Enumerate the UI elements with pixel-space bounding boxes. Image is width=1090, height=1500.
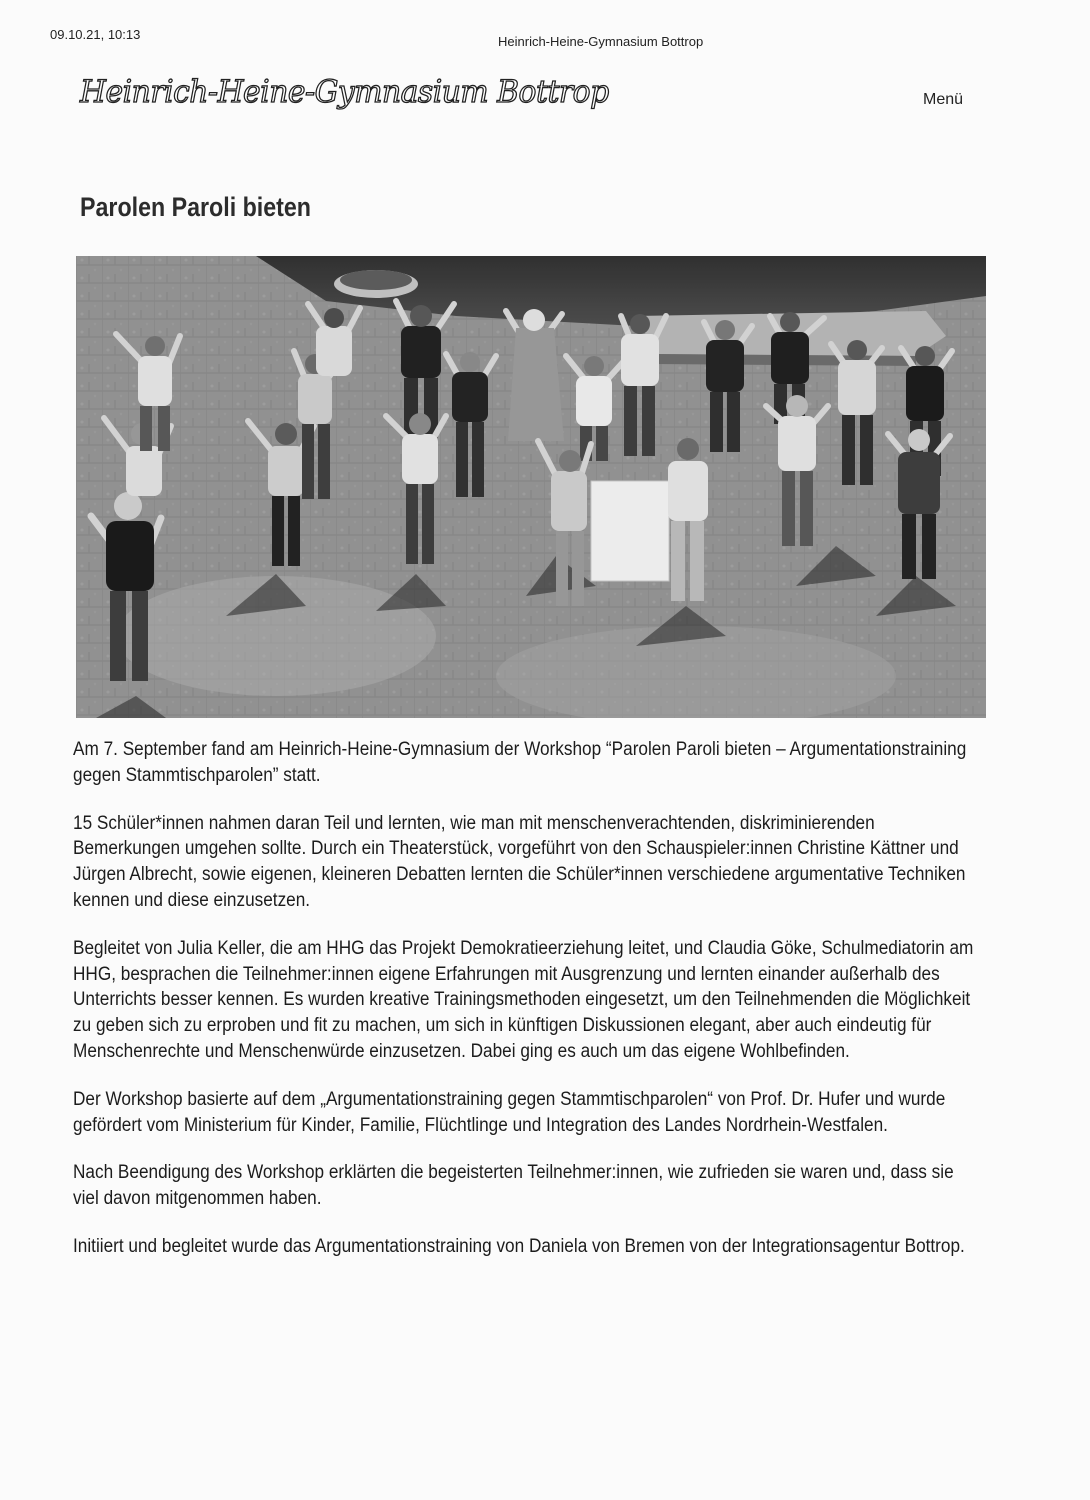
article-paragraph: 15 Schüler*innen nahmen daran Teil und lernten, wie man mit menschenverachtenden, diskriminierenden Bemerkungen umgehen sollte. Durch ein Theaterstück, vorgeführt von den Schauspieler:innen Christine Kättner und Jürgen Albrecht, sowie eigenen, kleineren Debatten lernten die Schüler*innen verschiedene argumentative Techniken kennen und diese einzusetzen. (73, 812, 966, 911)
article-paragraph: Der Workshop basierte auf dem „Argumentationstraining gegen Stammtischparolen“ von Prof. Dr. Hufer und wurde gefördert vom Ministerium für Kinder, Familie, Flüchtlinge und Integration des Landes Nordrhein-Westfalen. (73, 1088, 946, 1136)
group-photo (76, 256, 986, 718)
article-title: Parolen Paroli bieten (80, 192, 311, 222)
article-body (73, 737, 978, 1282)
article-paragraph: Initiiert und begleitet wurde das Argumentationstraining von Daniela von Bremen von der Integrationsagentur Bottrop. (73, 1235, 965, 1257)
article-paragraph: Nach Beendigung des Workshop erklärten die begeisterten Teilnehmer:innen, wie zufrieden sie waren und, dass sie viel davon mitgenommen haben. (73, 1162, 954, 1210)
site-logo[interactable]: Heinrich-Heine-Gymnasium Bottrop (80, 74, 609, 110)
print-date: 09.10.21, 10:13 (50, 27, 141, 42)
menu-button[interactable]: Menü (923, 91, 964, 108)
article-paragraph: Am 7. September fand am Heinrich-Heine-Gymnasium der Workshop “Parolen Paroli bieten – Argumentationstraining gegen Stammtischparolen” statt. (73, 739, 967, 786)
article-paragraph: Begleitet von Julia Keller, die am HHG das Projekt Demokratieerziehung leitet, und Claudia Göke, Schulmediatorin am HHG, besprachen die Teilnehmer:innen eigene Erfahrungen mit Ausgrenzung und lernten einander außerhalb des Unterrichts besser kennen. Es wurden kreative Trainingsmethoden eingesetzt, um den Teilnehmenden die Möglichkeit zu geben sich zu erproben und fit zu machen, um sich in künftigen Diskussionen elegant, aber auch eindeutig für Menschenrechte und Menschenwürde einzusetzen. Dabei ging es auch um das eigene Wohlbefinden. (73, 937, 974, 1062)
print-page-title: Heinrich-Heine-Gymnasium Bottrop (498, 34, 704, 49)
